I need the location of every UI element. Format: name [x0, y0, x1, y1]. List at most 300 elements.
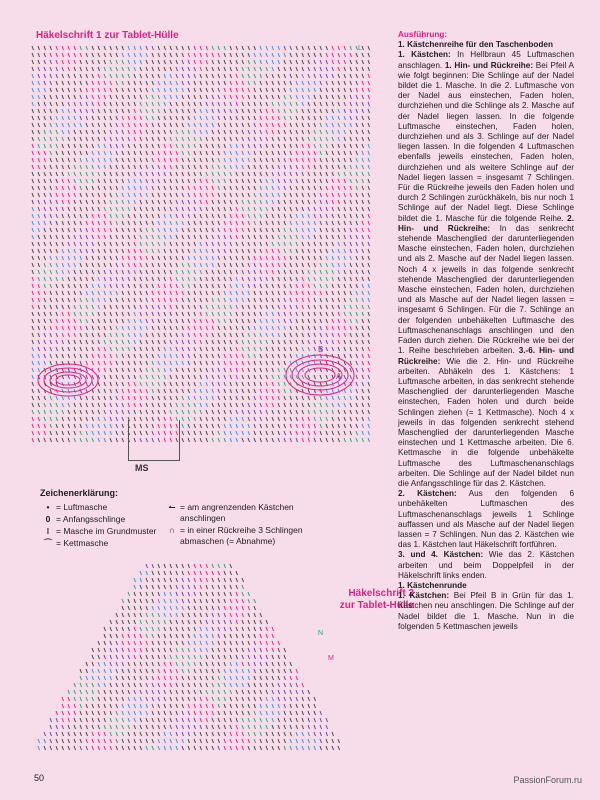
- stitch-mark: [350, 193, 352, 197]
- stitch-mark: [86, 123, 88, 127]
- stitch-mark: [242, 235, 244, 239]
- stitch-mark: [98, 74, 100, 78]
- stitch-mark: [296, 326, 298, 330]
- stitch-mark: [314, 200, 316, 204]
- label-m: M: [328, 655, 334, 662]
- stitch-mark: [332, 242, 334, 246]
- stitch-mark: [200, 123, 202, 127]
- stitch-mark: [230, 431, 232, 435]
- stitch-mark: [56, 172, 58, 176]
- stitch-mark: [266, 648, 268, 652]
- stitch-mark: [266, 186, 268, 190]
- stitch-mark: [50, 88, 52, 92]
- stitch-mark: [266, 144, 268, 148]
- stitch-mark: [110, 676, 112, 680]
- stitch-mark: [176, 340, 178, 344]
- stitch-mark: [44, 305, 46, 309]
- stitch-mark: [272, 137, 274, 141]
- stitch-mark: [176, 732, 178, 736]
- stitch-mark: [224, 242, 226, 246]
- stitch-mark: [284, 200, 286, 204]
- stitch-mark: [314, 165, 316, 169]
- stitch-mark: [122, 431, 124, 435]
- stitch-mark: [44, 361, 46, 365]
- stitch-mark: [182, 438, 184, 442]
- stitch-mark: [362, 214, 364, 218]
- stitch-mark: [314, 732, 316, 736]
- stitch-mark: [74, 683, 76, 687]
- stitch-mark: [122, 165, 124, 169]
- stitch-mark: [122, 669, 124, 673]
- stitch-mark: [122, 179, 124, 183]
- stitch-mark: [206, 417, 208, 421]
- stitch-mark: [242, 109, 244, 113]
- stitch-mark: [284, 382, 286, 386]
- stitch-mark: [56, 263, 58, 267]
- stitch-mark: [212, 284, 214, 288]
- stitch-mark: [164, 396, 166, 400]
- stitch-mark: [140, 116, 142, 120]
- stitch-mark: [356, 277, 358, 281]
- stitch-mark: [104, 277, 106, 281]
- stitch-mark: [92, 431, 94, 435]
- stitch-mark: [134, 221, 136, 225]
- stitch-mark: [74, 403, 76, 407]
- stitch-mark: [86, 256, 88, 260]
- stitch-mark: [152, 193, 154, 197]
- stitch-mark: [194, 417, 196, 421]
- stitch-mark: [254, 277, 256, 281]
- stitch-mark: [98, 340, 100, 344]
- stitch-mark: [122, 95, 124, 99]
- stitch-mark: [218, 655, 220, 659]
- stitch-mark: [290, 193, 292, 197]
- stitch-mark: [86, 242, 88, 246]
- stitch-mark: [320, 382, 322, 386]
- stitch-mark: [176, 585, 178, 589]
- stitch-mark: [194, 81, 196, 85]
- stitch-mark: [248, 704, 250, 708]
- stitch-mark: [236, 634, 238, 638]
- stitch-mark: [284, 697, 286, 701]
- stitch-mark: [50, 340, 52, 344]
- stitch-mark: [74, 739, 76, 743]
- stitch-mark: [296, 67, 298, 71]
- stitch-mark: [134, 585, 136, 589]
- stitch-mark: [278, 193, 280, 197]
- stitch-mark: [92, 207, 94, 211]
- stitch-mark: [68, 263, 70, 267]
- stitch-mark: [248, 438, 250, 442]
- stitch-mark: [206, 620, 208, 624]
- stitch-mark: [266, 746, 268, 750]
- stitch-mark: [266, 361, 268, 365]
- stitch-mark: [68, 130, 70, 134]
- stitch-mark: [158, 571, 160, 575]
- stitch-mark: [188, 375, 190, 379]
- stitch-mark: [230, 95, 232, 99]
- stitch-mark: [242, 165, 244, 169]
- stitch-mark: [62, 270, 64, 274]
- stitch-mark: [92, 438, 94, 442]
- stitch-mark: [116, 725, 118, 729]
- stitch-mark: [50, 438, 52, 442]
- stitch-mark: [80, 144, 82, 148]
- stitch-mark: [74, 347, 76, 351]
- stitch-mark: [248, 431, 250, 435]
- stitch-mark: [302, 249, 304, 253]
- stitch-mark: [80, 228, 82, 232]
- stitch-mark: [206, 95, 208, 99]
- stitch-mark: [104, 361, 106, 365]
- stitch-mark: [368, 403, 370, 407]
- stitch-mark: [38, 291, 40, 295]
- stitch-mark: [368, 333, 370, 337]
- stitch-mark: [362, 368, 364, 372]
- stitch-mark: [194, 592, 196, 596]
- stitch-mark: [368, 249, 370, 253]
- stitch-mark: [230, 46, 232, 50]
- stitch-mark: [194, 571, 196, 575]
- stitch-mark: [212, 620, 214, 624]
- stitch-mark: [362, 424, 364, 428]
- stitch-mark: [116, 333, 118, 337]
- stitch-mark: [194, 732, 196, 736]
- stitch-mark: [188, 739, 190, 743]
- stitch-mark: [152, 571, 154, 575]
- stitch-mark: [44, 137, 46, 141]
- stitch-mark: [188, 60, 190, 64]
- stitch-mark: [152, 676, 154, 680]
- stitch-mark: [182, 417, 184, 421]
- stitch-mark: [296, 256, 298, 260]
- stitch-mark: [104, 676, 106, 680]
- stitch-mark: [212, 179, 214, 183]
- stitch-mark: [200, 200, 202, 204]
- stitch-mark: [38, 88, 40, 92]
- stitch-mark: [308, 151, 310, 155]
- stitch-mark: [272, 732, 274, 736]
- stitch-mark: [110, 382, 112, 386]
- stitch-mark: [254, 620, 256, 624]
- stitch-mark: [122, 438, 124, 442]
- stitch-mark: [224, 200, 226, 204]
- stitch-mark: [140, 641, 142, 645]
- stitch-mark: [242, 578, 244, 582]
- stitch-mark: [92, 746, 94, 750]
- stitch-mark: [92, 403, 94, 407]
- stitch-mark: [86, 396, 88, 400]
- stitch-mark: [254, 347, 256, 351]
- stitch-mark: [218, 228, 220, 232]
- stitch-mark: [248, 144, 250, 148]
- stitch-mark: [32, 179, 34, 183]
- stitch-mark: [308, 711, 310, 715]
- stitch-mark: [326, 277, 328, 281]
- stitch-mark: [50, 319, 52, 323]
- stitch-mark: [356, 123, 358, 127]
- stitch-mark: [68, 235, 70, 239]
- stitch-mark: [278, 718, 280, 722]
- stitch-mark: [302, 207, 304, 211]
- stitch-mark: [62, 291, 64, 295]
- stitch-mark: [158, 403, 160, 407]
- stitch-mark: [212, 46, 214, 50]
- stitch-mark: [164, 228, 166, 232]
- stitch-mark: [32, 109, 34, 113]
- stitch-mark: [308, 438, 310, 442]
- stitch-mark: [170, 53, 172, 57]
- stitch-mark: [140, 249, 142, 253]
- stitch-mark: [206, 599, 208, 603]
- stitch-mark: [278, 746, 280, 750]
- stitch-mark: [194, 130, 196, 134]
- stitch-mark: [230, 375, 232, 379]
- stitch-mark: [224, 417, 226, 421]
- stitch-mark: [170, 284, 172, 288]
- stitch-mark: [50, 746, 52, 750]
- stitch-mark: [182, 60, 184, 64]
- stitch-mark: [266, 263, 268, 267]
- stitch-mark: [206, 354, 208, 358]
- stitch-mark: [350, 438, 352, 442]
- stitch-mark: [242, 67, 244, 71]
- stitch-mark: [272, 690, 274, 694]
- stitch-mark: [344, 95, 346, 99]
- arrow-a-label: A: [336, 372, 342, 381]
- stitch-mark: [98, 732, 100, 736]
- stitch-mark: [296, 263, 298, 267]
- stitch-mark: [32, 403, 34, 407]
- stitch-mark: [158, 683, 160, 687]
- stitch-mark: [182, 648, 184, 652]
- stitch-mark: [278, 732, 280, 736]
- stitch-mark: [266, 221, 268, 225]
- stitch-mark: [86, 403, 88, 407]
- stitch-mark: [128, 88, 130, 92]
- stitch-mark: [194, 263, 196, 267]
- stitch-mark: [368, 137, 370, 141]
- stitch-mark: [80, 375, 82, 379]
- stitch-mark: [44, 298, 46, 302]
- stitch-mark: [314, 277, 316, 281]
- stitch-mark: [182, 340, 184, 344]
- stitch-mark: [320, 746, 322, 750]
- stitch-mark: [284, 81, 286, 85]
- stitch-mark: [362, 179, 364, 183]
- stitch-mark: [92, 88, 94, 92]
- stitch-mark: [56, 88, 58, 92]
- stitch-mark: [68, 340, 70, 344]
- stitch-mark: [314, 214, 316, 218]
- stitch-mark: [56, 270, 58, 274]
- stitch-mark: [116, 172, 118, 176]
- stitch-mark: [116, 326, 118, 330]
- stitch-mark: [326, 718, 328, 722]
- stitch-mark: [260, 333, 262, 337]
- stitch-mark: [140, 319, 142, 323]
- stitch-mark: [182, 158, 184, 162]
- stitch-mark: [128, 354, 130, 358]
- stitch-mark: [278, 53, 280, 57]
- stitch-mark: [266, 683, 268, 687]
- stitch-mark: [236, 249, 238, 253]
- stitch-mark: [110, 200, 112, 204]
- stitch-mark: [170, 298, 172, 302]
- stitch-mark: [320, 242, 322, 246]
- stitch-mark: [92, 284, 94, 288]
- stitch-mark: [272, 375, 274, 379]
- stitch-mark: [326, 242, 328, 246]
- stitch-mark: [128, 732, 130, 736]
- stitch-mark: [140, 109, 142, 113]
- stitch-mark: [110, 172, 112, 176]
- stitch-mark: [326, 354, 328, 358]
- stitch-mark: [326, 431, 328, 435]
- stitch-mark: [206, 634, 208, 638]
- stitch-mark: [92, 711, 94, 715]
- stitch-mark: [272, 298, 274, 302]
- stitch-mark: [266, 382, 268, 386]
- stitch-mark: [302, 60, 304, 64]
- stitch-mark: [350, 389, 352, 393]
- stitch-mark: [140, 655, 142, 659]
- stitch-mark: [188, 165, 190, 169]
- stitch-mark: [254, 410, 256, 414]
- stitch-mark: [266, 718, 268, 722]
- stitch-mark: [344, 200, 346, 204]
- stitch-mark: [332, 732, 334, 736]
- stitch-mark: [158, 704, 160, 708]
- stitch-mark: [62, 389, 64, 393]
- stitch-mark: [344, 284, 346, 288]
- stitch-mark: [212, 683, 214, 687]
- stitch-mark: [152, 375, 154, 379]
- stitch-mark: [128, 186, 130, 190]
- stitch-mark: [338, 270, 340, 274]
- stitch-mark: [104, 88, 106, 92]
- stitch-mark: [206, 88, 208, 92]
- stitch-mark: [116, 158, 118, 162]
- stitch-mark: [332, 200, 334, 204]
- stitch-mark: [200, 410, 202, 414]
- stitch-mark: [206, 158, 208, 162]
- stitch-mark: [206, 270, 208, 274]
- stitch-mark: [206, 326, 208, 330]
- stitch-mark: [296, 186, 298, 190]
- stitch-mark: [98, 739, 100, 743]
- stitch-mark: [92, 102, 94, 106]
- stitch-mark: [188, 704, 190, 708]
- stitch-mark: [296, 179, 298, 183]
- stitch-mark: [50, 60, 52, 64]
- stitch-mark: [164, 74, 166, 78]
- stitch-mark: [224, 410, 226, 414]
- stitch-mark: [332, 130, 334, 134]
- stitch-mark: [302, 690, 304, 694]
- stitch-mark: [314, 354, 316, 358]
- stitch-mark: [74, 186, 76, 190]
- stitch-mark: [344, 102, 346, 106]
- stitch-mark: [284, 431, 286, 435]
- stitch-mark: [266, 116, 268, 120]
- stitch-mark: [344, 207, 346, 211]
- stitch-mark: [200, 81, 202, 85]
- stitch-mark: [290, 116, 292, 120]
- stitch-mark: [254, 123, 256, 127]
- stitch-mark: [128, 81, 130, 85]
- stitch-mark: [158, 606, 160, 610]
- stitch-mark: [326, 109, 328, 113]
- stitch-mark: [188, 312, 190, 316]
- stitch-mark: [194, 277, 196, 281]
- stitch-mark: [356, 249, 358, 253]
- stitch-mark: [68, 333, 70, 337]
- stitch-mark: [56, 403, 58, 407]
- stitch-mark: [170, 662, 172, 666]
- stitch-mark: [146, 277, 148, 281]
- stitch-mark: [110, 109, 112, 113]
- stitch-mark: [110, 74, 112, 78]
- stitch-mark: [146, 235, 148, 239]
- stitch-mark: [248, 424, 250, 428]
- stitch-mark: [50, 235, 52, 239]
- stitch-mark: [230, 669, 232, 673]
- stitch-mark: [44, 81, 46, 85]
- stitch-mark: [134, 746, 136, 750]
- stitch-mark: [266, 200, 268, 204]
- stitch-mark: [188, 361, 190, 365]
- stitch-mark: [194, 95, 196, 99]
- stitch-mark: [104, 312, 106, 316]
- stitch-mark: [230, 228, 232, 232]
- stitch-mark: [176, 627, 178, 631]
- stitch-mark: [80, 179, 82, 183]
- stitch-mark: [38, 228, 40, 232]
- stitch-mark: [272, 116, 274, 120]
- stitch-mark: [278, 109, 280, 113]
- stitch-mark: [50, 424, 52, 428]
- stitch-mark: [194, 179, 196, 183]
- stitch-mark: [284, 669, 286, 673]
- stitch-mark: [62, 284, 64, 288]
- stitch-mark: [44, 340, 46, 344]
- stitch-mark: [38, 340, 40, 344]
- stitch-mark: [206, 697, 208, 701]
- stitch-mark: [146, 564, 148, 568]
- stitch-mark: [80, 137, 82, 141]
- stitch-mark: [266, 60, 268, 64]
- stitch-mark: [344, 354, 346, 358]
- stitch-mark: [302, 417, 304, 421]
- stitch-mark: [98, 123, 100, 127]
- stitch-mark: [272, 340, 274, 344]
- stitch-mark: [176, 697, 178, 701]
- stitch-mark: [80, 193, 82, 197]
- stitch-mark: [302, 263, 304, 267]
- stitch-mark: [116, 298, 118, 302]
- stitch-mark: [152, 641, 154, 645]
- stitch-mark: [272, 683, 274, 687]
- stitch-mark: [140, 368, 142, 372]
- stitch-mark: [164, 585, 166, 589]
- stitch-mark: [128, 207, 130, 211]
- stitch-mark: [248, 662, 250, 666]
- stitch-mark: [314, 291, 316, 295]
- stitch-mark: [200, 732, 202, 736]
- stitch-mark: [86, 109, 88, 113]
- stitch-mark: [218, 382, 220, 386]
